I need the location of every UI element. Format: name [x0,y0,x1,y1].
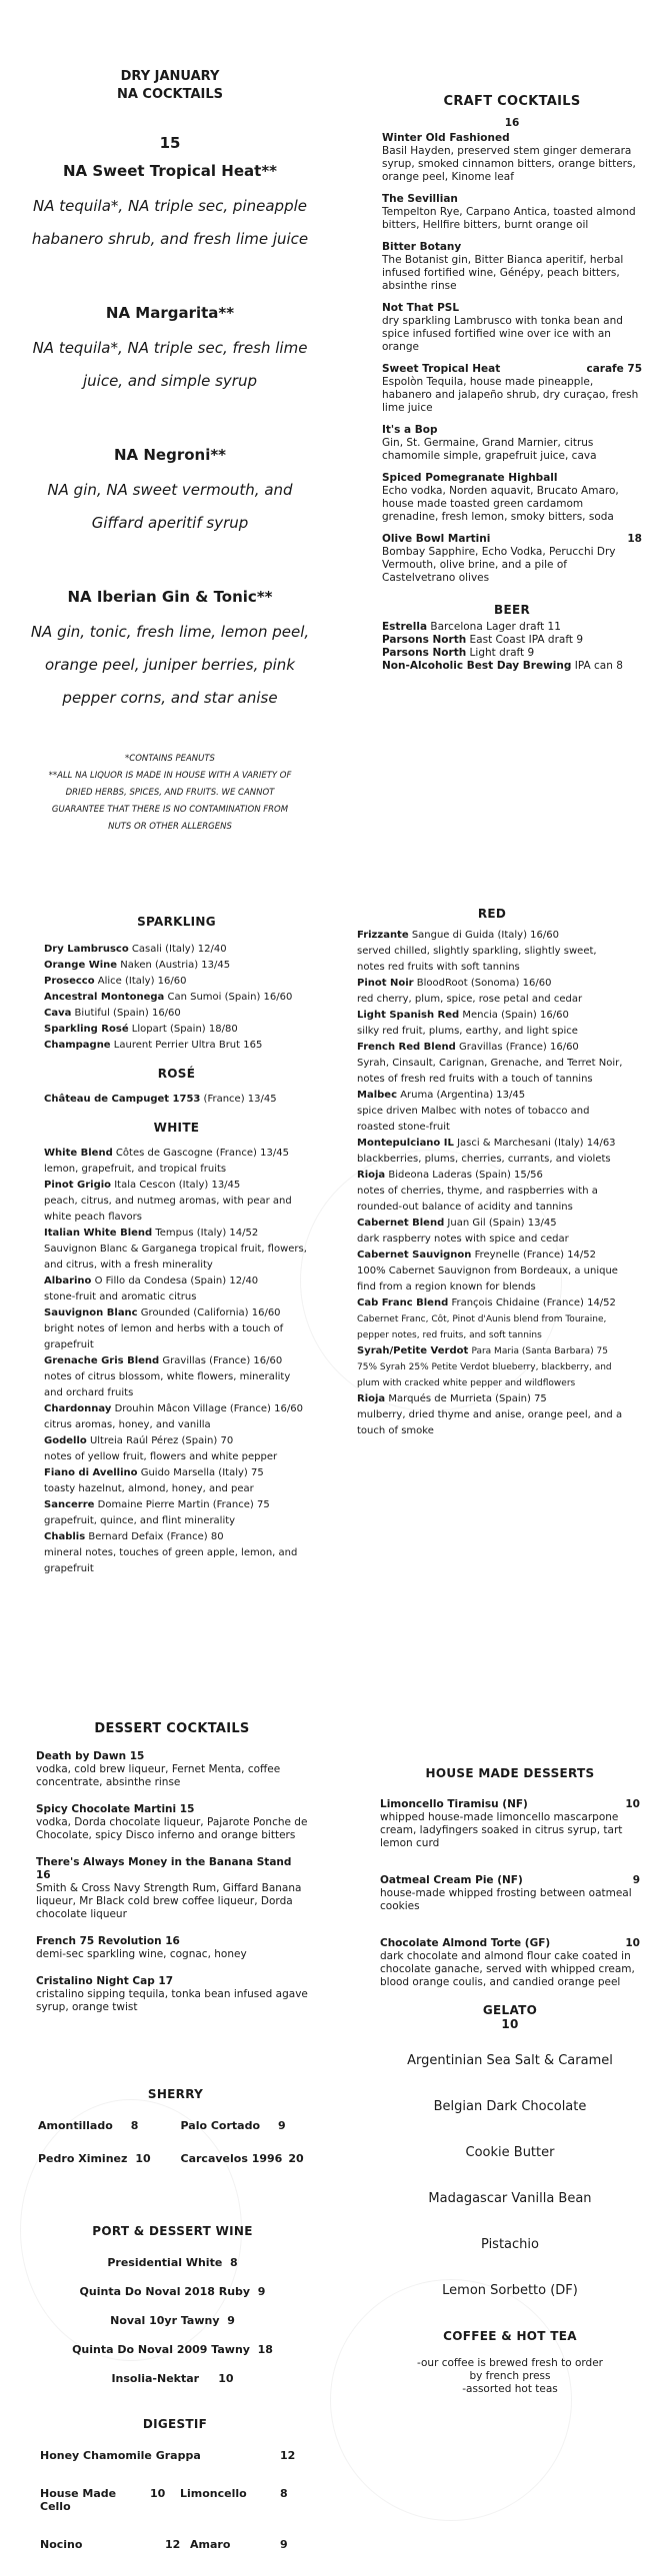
wine-item [44,1353,309,1401]
gelato-flavor: Madagascar Vanilla Bean [428,2191,592,2206]
sherry-name: Amontillado [38,2119,113,2132]
wine-name: White Blend [44,1148,113,1159]
wine-desc: Llopart (Spain) 18/80 [131,1024,238,1035]
port-title: PORT & DESSERT WINE [92,2224,253,2238]
wine-item [44,958,309,974]
na-title-line1: DRY JANUARY [120,69,220,84]
digestif-row [40,2538,310,2551]
wine-item [44,1274,309,1305]
gelato-title: GELATO [482,2003,538,2017]
dessert-price: 10 [625,1798,640,1810]
wine-item [357,1216,627,1248]
wine-desc: BloodRoot (Sonoma) 16/60 [416,978,552,989]
wine-name: Albarino [44,1276,92,1287]
port-name: Presidential White [107,2256,223,2269]
wine-notes: grapefruit, quince, and flint minerality [44,1515,236,1526]
wine-desc: François Chidaine (France) 14/52 [451,1297,616,1308]
wine-name: Dry Lambrusco [44,944,129,955]
digestif-name: Limoncello [180,2487,247,2500]
wine-notes: peach, citrus, and nutmeg aromas, with pear and white peach flavors [44,1196,292,1223]
gelato-section [380,2003,640,2298]
wine-desc: Tempus (Italy) 14/52 [155,1228,259,1239]
house-desserts-title: HOUSE MADE DESSERTS [425,1766,595,1780]
sherry-item [181,2119,314,2132]
wine-notes: dark raspberry notes with spice and cedar [357,1234,569,1245]
craft-item [382,363,642,415]
gelato-flavor: Lemon Sorbetto (DF) [442,2283,578,2298]
dessert-item-header [380,1937,640,1950]
port-item [30,2343,315,2356]
coffee-line: by french press [469,2370,551,2382]
wine-notes: mulberry, dried thyme and anise, orange peel, and a touch of smoke [357,1409,623,1436]
craft-item [382,132,642,184]
wine-desc: Laurent Perrier Ultra Brut 165 [113,1040,263,1051]
wine-notes: lemon, grapefruit, and tropical fruits [44,1164,227,1175]
digestif-row [40,2449,310,2462]
port-price: 8 [229,2256,238,2269]
wine-desc: Gravillas (France) 16/60 [458,1042,579,1053]
wine-desc: Mencia (Spain) 16/60 [462,1010,569,1021]
dessert-item-header [380,1874,640,1887]
port-name: Noval 10yr Tawny [110,2314,220,2327]
wine-item [44,1497,309,1529]
craft-title: CRAFT COCKTAILS [443,94,581,109]
port-section [30,2224,315,2401]
craft-item [382,472,642,524]
sherry-name: Pedro Ximinez [38,2152,128,2165]
beer-name: Non-Alcoholic Best Day Brewing [382,660,572,672]
coffee-line: -assorted hot teas [462,2383,558,2395]
wine-item [357,976,627,1008]
beer-item [382,621,642,634]
wine-desc: O Fillo da Condesa (Spain) 12/40 [94,1276,259,1287]
sherry-price: 10 [135,2152,151,2165]
wine-item [44,1178,309,1226]
dessert-cocktail-name: Spicy Chocolate Martini 15 [36,1803,195,1815]
digestif-price: 9 [280,2538,288,2551]
wine-name: Pinot Noir [357,978,414,989]
wine-name: Chardonnay [44,1403,112,1414]
na-item-desc: NA gin, NA sweet vermouth, and Giffard aperitif syrup [47,481,293,532]
craft-item-name: Winter Old Fashioned [382,132,510,144]
digestif-name: Honey Chamomile Grappa [40,2449,201,2462]
wine-desc: Gravillas (France) 16/60 [162,1355,283,1366]
sherry-title: SHERRY [147,2087,204,2101]
craft-item-name: Bitter Botany [382,241,462,253]
wine-desc: Drouhin Mâcon Village (France) 16/60 [114,1403,303,1414]
dessert-cocktail-item [36,1975,308,2014]
craft-item-price: 18 [627,533,642,545]
port-item [30,2372,315,2385]
wine-name: Frizzante [357,930,409,941]
craft-item-name: The Sevillian [382,193,458,205]
dessert-item [380,1937,640,1989]
sparkling-white-section [44,914,309,1577]
wine-item [357,1295,627,1343]
dessert-price: 9 [632,1874,640,1886]
dessert-cocktail-desc: Smith & Cross Navy Strength Rum, Giffard Banana liqueur, Mr Black cold brew coffee liqueur, Dorda chocolate liqueur [36,1882,302,1920]
dessert-desc: dark chocolate and almond flour cake coated in chocolate ganache, served with whipped cream, blood orange coulis, and candied orange peel [380,1950,635,1988]
wine-notes: 100% Cabernet Sauvignon from Bordeaux, a unique find from a region known for blends [357,1266,618,1292]
wine-name: Montepulciano IL [357,1138,454,1149]
digestif-price: 8 [280,2487,288,2500]
na-item-name: NA Margarita** [105,304,235,322]
wine-name: Cabernet Sauvignon [357,1250,472,1261]
wine-item [357,1168,627,1216]
red-section [357,906,627,1439]
dessert-cocktail-name: Cristalino Night Cap 17 [36,1975,174,1987]
wine-item [44,1038,309,1054]
wine-item [44,974,309,990]
dessert-cocktail-desc: demi-sec sparkling wine, cognac, honey [36,1948,247,1960]
wine-notes: blackberries, plums, cherries, currants, and violets [357,1154,611,1165]
na-notes [20,751,320,836]
wine-notes: served chilled, slightly sparkling, slightly sweet, notes red fruits with soft tannins [357,946,597,973]
digestif-name: House Made Cello [40,2487,117,2513]
craft-item-name: Olive Bowl Martini [382,533,491,545]
digestif-price: 12 [165,2538,181,2551]
wine-notes: spice driven Malbec with notes of tobacco and roasted stone-fruit [357,1106,590,1133]
craft-item-desc: Gin, St. Germaine, Grand Marnier, citrus chamomile simple, grapefruit juice, cava [382,437,597,462]
na-item [20,446,320,540]
dessert-cocktail-desc: vodka, Dorda chocolate liqueur, Pajarote Ponche de Chocolate, spicy Disco inferno and orange bitters [36,1816,308,1841]
wine-notes: citrus aromas, honey, and vanilla [44,1419,211,1430]
craft-item-desc: Tempelton Rye, Carpano Antica, toasted almond bitters, Hellfire bitters, burnt orange oil [382,206,636,231]
wine-desc: Biutiful (Spain) 16/60 [74,1008,181,1019]
dessert-cocktails-section [36,1721,308,2028]
digestif-row [40,2487,310,2513]
sherry-name: Carcavelos 1996 [180,2152,283,2165]
wine-notes: Cabernet Franc, Côt, Pinot d'Aunis blend from Touraine, pepper notes, red fruits, and soft tannins [357,1314,607,1340]
wine-desc: Juan Gil (Spain) 13/45 [447,1218,557,1229]
rose-title: ROSÉ [157,1067,196,1081]
wine-desc: Domaine Pierre Martin (France) 75 [97,1499,270,1510]
na-item [20,304,320,398]
gelato-flavor: Belgian Dark Chocolate [433,2099,587,2114]
wine-item [44,1092,309,1108]
dessert-cocktail-name: There's Always Money in the Banana Stand 16 [36,1856,292,1881]
wine-notes: notes of citrus blossom, white flowers, minerality and orchard fruits [44,1371,291,1398]
beer-desc: Barcelona Lager draft 11 [430,621,561,633]
beer-item [382,660,642,673]
craft-item-desc: Echo vodka, Norden aquavit, Brucato Amaro, house made toasted green cardamom grenadine, fresh lemon, smoky bitters, soda [382,485,619,523]
wine-name: Sancerre [44,1499,95,1510]
coffee-title: COFFEE & HOT TEA [443,2329,577,2343]
house-desserts-section [380,1766,640,2396]
dessert-name: Chocolate Almond Torte (GF) [380,1937,551,1949]
wine-name: Malbec [357,1090,397,1101]
dessert-item [380,1874,640,1913]
dessert-desc: whipped house-made limoncello mascarpone cream, ladyfingers soaked in citrus syrup, tart lemon curd [380,1811,623,1849]
dessert-cocktail-desc: vodka, cold brew liqueur, Fernet Menta, coffee concentrate, absinthe rinse [36,1763,281,1788]
craft-item-name: Spiced Pomegranate Highball [382,472,558,484]
digestif-price: 12 [280,2449,296,2462]
port-name: Quinta Do Noval 2018 Ruby [79,2285,251,2298]
port-name: Insolia-Nektar [111,2372,200,2385]
dessert-cocktail-item [36,1935,308,1961]
port-name: Quinta Do Noval 2009 Tawny [72,2343,250,2356]
wine-item [357,1136,627,1168]
wine-name: Cava [44,1008,72,1019]
wine-desc: Sangue di Guida (Italy) 16/60 [411,930,559,941]
beer-title: BEER [494,603,530,617]
wine-desc: Naken (Austria) 13/45 [120,960,231,971]
wine-name: Rioja [357,1170,386,1181]
dessert-cocktails-title: DESSERT COCKTAILS [94,1721,250,1736]
wine-item [357,1088,627,1136]
dessert-item-header [380,1798,640,1811]
sherry-grid [38,2119,313,2165]
na-item-desc: NA tequila*, NA triple sec, fresh lime juice, and simple syrup [32,339,308,390]
wine-desc: Para Maria (Santa Barbara) 75 [471,1346,608,1356]
na-price: 15 [159,134,181,152]
wine-name: French Red Blend [357,1042,456,1053]
wine-item [44,1022,309,1038]
port-price: 10 [218,2372,234,2385]
wine-notes: Syrah, Cinsault, Carignan, Grenache, and Terret Noir, notes of fresh red fruits with a touch of tannins [357,1058,623,1085]
na-item-name: NA Negroni** [113,446,227,464]
na-item [20,588,320,715]
wine-item [44,942,309,958]
na-item [20,162,320,256]
craft-item-name: It's a Bop [382,424,438,436]
beer-section [382,603,642,673]
na-item-desc: NA tequila*, NA triple sec, pineapple habanero shrub, and fresh lime juice [31,197,309,248]
gelato-flavor: Cookie Butter [465,2145,555,2160]
wine-desc: Alice (Italy) 16/60 [97,976,187,987]
craft-item-desc: Bombay Sapphire, Echo Vodka, Perucchi Dry Vermouth, olive brine, and a pile of Castelvetrano olives [382,546,616,584]
port-price: 18 [257,2343,273,2356]
beer-name: Parsons North [382,647,467,659]
wine-desc: Itala Cescon (Italy) 13/45 [114,1180,241,1191]
wine-item [44,1226,309,1274]
wine-item [357,1040,627,1088]
wine-desc: Jasci & Marchesani (Italy) 14/63 [457,1138,616,1149]
na-note-peanuts: *CONTAINS PEANUTS [125,754,215,764]
wine-desc: Bideona Laderas (Spain) 15/56 [388,1170,543,1181]
na-item-name: NA Iberian Gin & Tonic** [67,588,273,606]
wine-notes: notes of yellow fruit, flowers and white pepper [44,1451,278,1462]
dessert-cocktail-name: Death by Dawn 15 [36,1750,145,1762]
craft-item-name: Not That PSL [382,302,460,314]
craft-item [382,241,642,293]
wine-name: Château de Campuget 1753 [44,1094,201,1105]
coffee-line: -our coffee is brewed fresh to order [417,2357,603,2369]
gelato-price: 10 [501,2017,519,2031]
digestif-name: Nocino [40,2538,83,2551]
wine-desc: Grounded (California) 16/60 [140,1307,281,1318]
sherry-price: 8 [130,2119,139,2132]
beer-name: Parsons North [382,634,467,646]
wine-item [44,1433,309,1465]
dessert-cocktail-item [36,1856,308,1921]
port-price: 9 [227,2314,235,2327]
craft-item [382,302,642,354]
craft-item [382,193,642,232]
wine-desc: Bernard Defaix (France) 80 [88,1531,224,1542]
wine-item [357,1008,627,1040]
wine-desc: Marqués de Murrieta (Spain) 75 [388,1393,547,1404]
wine-notes: Sauvignon Blanc & Garganega tropical fruit, flowers, and citrus, with a fresh minerality [44,1244,307,1271]
wine-desc: (France) 13/45 [203,1094,277,1105]
na-item-desc: NA gin, tonic, fresh lime, lemon peel, orange peel, juniper berries, pink pepper corns, and star anise [30,623,310,707]
red-title: RED [477,907,507,921]
craft-item-desc: Espolòn Tequila, house made pineapple, habanero and jalapeño shrub, dry curaçao, fresh lime juice [382,376,639,414]
wine-notes: mineral notes, touches of green apple, lemon, and grapefruit [44,1547,298,1574]
dessert-desc: house-made whipped frosting between oatmeal cookies [380,1887,632,1912]
wine-name: Rioja [357,1393,386,1404]
wine-name: Champagne [44,1040,111,1051]
dessert-cocktail-name: French 75 Revolution 16 [36,1935,180,1947]
wine-name: Godello [44,1435,87,1446]
wine-desc: Can Sumoi (Spain) 16/60 [167,992,293,1003]
wine-item [44,990,309,1006]
dessert-cocktail-item [36,1750,308,1789]
dessert-cocktail-item [36,1803,308,1842]
beer-item [382,647,642,660]
craft-item-price: carafe 75 [586,363,642,375]
dessert-item [380,1798,640,1850]
craft-item-desc: dry sparkling Lambrusco with tonka bean and spice infused fortified wine over ice with an orange [382,315,623,353]
port-price: 9 [257,2285,266,2298]
port-item [30,2285,315,2298]
port-item [30,2314,315,2327]
beer-desc: East Coast IPA draft 9 [469,634,583,646]
craft-item-desc: The Botanist gin, Bitter Bianca aperitif, herbal infused fortified wine, Génépy, peach bitters, absinthe rinse [382,254,624,292]
wine-desc: Guido Marsella (Italy) 75 [140,1467,264,1478]
craft-item-name: Sweet Tropical Heat [382,363,501,375]
dessert-price: 10 [625,1937,640,1949]
wine-item [357,1391,627,1439]
digestif-name: Amaro [190,2538,231,2551]
wine-notes: toasty hazelnut, almond, honey, and pear [44,1483,254,1494]
wine-desc: Côtes de Gascogne (France) 13/45 [115,1148,289,1159]
sherry-item [38,2119,171,2132]
wine-notes: 75% Syrah 25% Petite Verdot blueberry, blackberry, and plum with cracked white pepper and wildflowers [357,1362,612,1388]
wine-desc: Casali (Italy) 12/40 [131,944,227,955]
wine-desc: Aruma (Argentina) 13/45 [400,1090,526,1101]
dessert-cocktail-desc: cristalino sipping tequila, tonka bean infused agave syrup, orange twist [36,1988,308,2013]
wine-notes: bright notes of lemon and herbs with a touch of grapefruit [44,1323,284,1350]
wine-notes: stone-fruit and aromatic citrus [44,1291,197,1302]
wine-name: Fiano di Avellino [44,1467,138,1478]
dessert-name: Limoncello Tiramisu (NF) [380,1798,528,1810]
wine-notes: red cherry, plum, spice, rose petal and cedar [357,994,583,1005]
coffee-section [380,2329,640,2396]
wine-desc: Freynelle (France) 14/52 [474,1250,597,1261]
wine-item [357,1343,627,1391]
white-title: WHITE [153,1121,200,1135]
sherry-item [38,2152,171,2165]
wine-name: Ancestral Montonega [44,992,165,1003]
craft-item-desc: Basil Hayden, preserved stem ginger demerara syrup, smoked cinnamon bitters, orange bitters, orange peel, Kinome leaf [382,145,636,183]
port-item [30,2256,315,2269]
craft-item-header [382,363,642,376]
wine-notes: notes of cherries, thyme, and raspberries with a rounded-out balance of acidity and tannins [357,1186,598,1213]
wine-name: Italian White Blend [44,1228,153,1239]
wine-name: Grenache Gris Blend [44,1355,160,1366]
craft-item [382,424,642,463]
wine-item [44,1146,309,1178]
gelato-flavor: Argentinian Sea Salt & Caramel [407,2053,613,2068]
beer-name: Estrella [382,621,428,633]
wine-name: Cabernet Blend [357,1218,445,1229]
wine-item [44,1006,309,1022]
wine-item [44,1305,309,1353]
wine-item [44,1529,309,1577]
wine-item [357,928,627,976]
dessert-name: Oatmeal Cream Pie (NF) [380,1874,523,1886]
wine-name: Pinot Grigio [44,1180,112,1191]
gelato-flavor: Pistachio [481,2237,539,2252]
wine-name: Cab Franc Blend [357,1297,449,1308]
na-cocktails-section [20,68,320,836]
craft-price: 16 [504,117,520,129]
wine-notes: silky red fruit, plums, earthy, and light spice [357,1026,578,1037]
beer-desc: IPA can 8 [574,660,623,672]
sherry-section [38,2087,313,2165]
wine-item [357,1248,627,1295]
craft-cocktails-section [382,94,642,673]
wine-name: Light Spanish Red [357,1010,460,1021]
sherry-price: 20 [288,2152,304,2165]
wine-name: Orange Wine [44,960,118,971]
wine-item [44,1465,309,1497]
sherry-name: Palo Cortado [180,2119,261,2132]
sparkling-title: SPARKLING [137,915,216,929]
digestif-price: 10 [150,2487,166,2500]
wine-name: Prosecco [44,976,95,987]
wine-name: Syrah/Petite Verdot [357,1345,469,1356]
na-item-name: NA Sweet Tropical Heat** [62,162,278,180]
craft-item-header [382,533,642,546]
wine-name: Sauvignon Blanc [44,1307,138,1318]
wine-item [44,1401,309,1433]
na-title-line2: NA COCKTAILS [116,87,224,102]
beer-desc: Light draft 9 [469,647,535,659]
beer-item [382,634,642,647]
sherry-item [181,2152,314,2165]
digestif-title: DIGESTIF [142,2417,208,2431]
na-note-allergens: **ALL NA LIQUOR IS MADE IN HOUSE WITH A VARIETY OF DRIED HERBS, SPICES, AND FRUITS. WE CANNOT GUARANTEE THAT THERE IS NO CONTAMINATION FROM NUTS OR OTHER ALLERGENS [48,771,292,832]
sherry-price: 9 [278,2119,286,2132]
digestif-section [40,2417,310,2576]
wine-desc: Ultreia Raúl Pérez (Spain) 70 [89,1435,234,1446]
wine-name: Chablis [44,1531,86,1542]
craft-item [382,533,642,585]
wine-name: Sparkling Rosé [44,1024,129,1035]
